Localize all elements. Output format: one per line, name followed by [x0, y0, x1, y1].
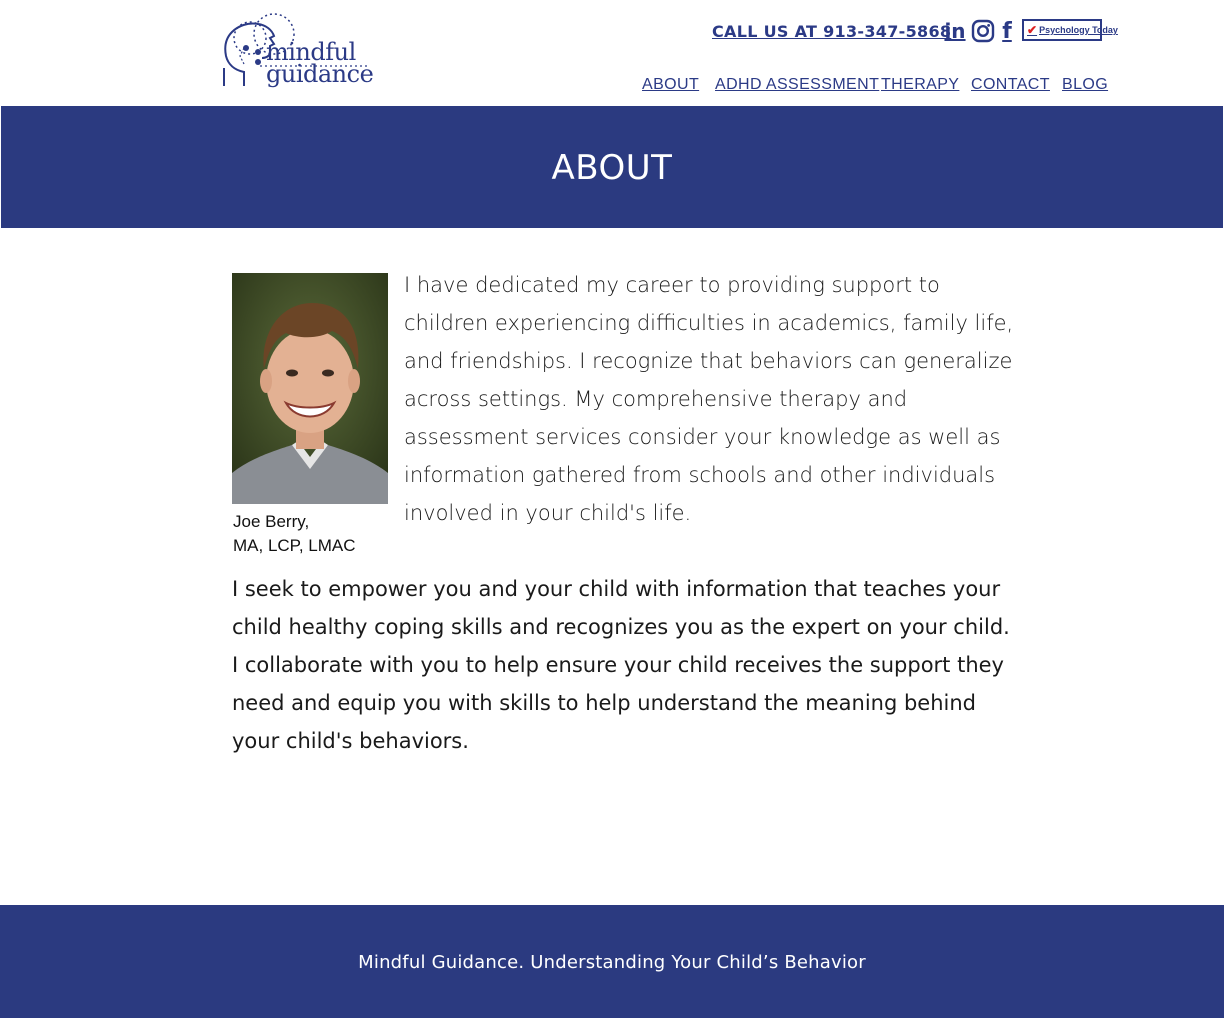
- footer-tagline: Mindful Guidance. Understanding Your Child’s Behavior: [358, 952, 866, 973]
- page-title: ABOUT: [551, 148, 673, 188]
- checkmark-icon: ✔: [1027, 23, 1038, 37]
- logo-text-mindful: mindful: [266, 38, 356, 66]
- nav-adhd-assessment[interactable]: ADHD ASSESSMENT: [715, 76, 880, 93]
- profile-photo: [232, 273, 388, 504]
- psychology-today-badge[interactable]: [1022, 19, 1118, 41]
- profile-credentials: MA, LCP, LMAC: [233, 536, 356, 555]
- nav-about[interactable]: ABOUT: [642, 76, 700, 93]
- profile-name: Joe Berry,: [233, 512, 310, 531]
- site-footer: [0, 905, 1224, 1018]
- instagram-glyph-icon: [971, 19, 995, 43]
- nav-contact[interactable]: CONTACT: [971, 76, 1050, 93]
- logo-text-guidance: guidance: [266, 60, 374, 88]
- about-paragraph-1: I have dedicated my career to providing support to children experiencing difficulties in academics, family life, and friendships. I recognize that behaviors can generalize across settings. My comprehensive therapy and assessment services consider your knowledge as well as information gathered from schools and other individuals involved in your child's life.: [404, 273, 1014, 525]
- instagram-icon[interactable]: [970, 18, 996, 44]
- nav-blog[interactable]: BLOG: [1062, 76, 1109, 93]
- site-header: [0, 0, 1224, 106]
- call-us-phone-link[interactable]: CALL US AT 913-347-5868: [712, 22, 952, 41]
- profile-caption: [233, 510, 356, 558]
- linkedin-icon[interactable]: in: [944, 19, 966, 43]
- nav-therapy[interactable]: THERAPY: [881, 76, 960, 93]
- facebook-icon[interactable]: f: [1002, 18, 1012, 44]
- portrait-image: [232, 273, 388, 504]
- page-title-banner: [1, 106, 1223, 228]
- psychology-today-label: Psychology Today: [1039, 25, 1118, 35]
- about-paragraph-2: I seek to empower you and your child with information that teaches your child healthy coping skills and recognizes you as the expert on your child. I collaborate with you to help ensure your child receives the support they need and equip you with skills to help understand the meaning behind your child's behaviors.: [232, 577, 1010, 753]
